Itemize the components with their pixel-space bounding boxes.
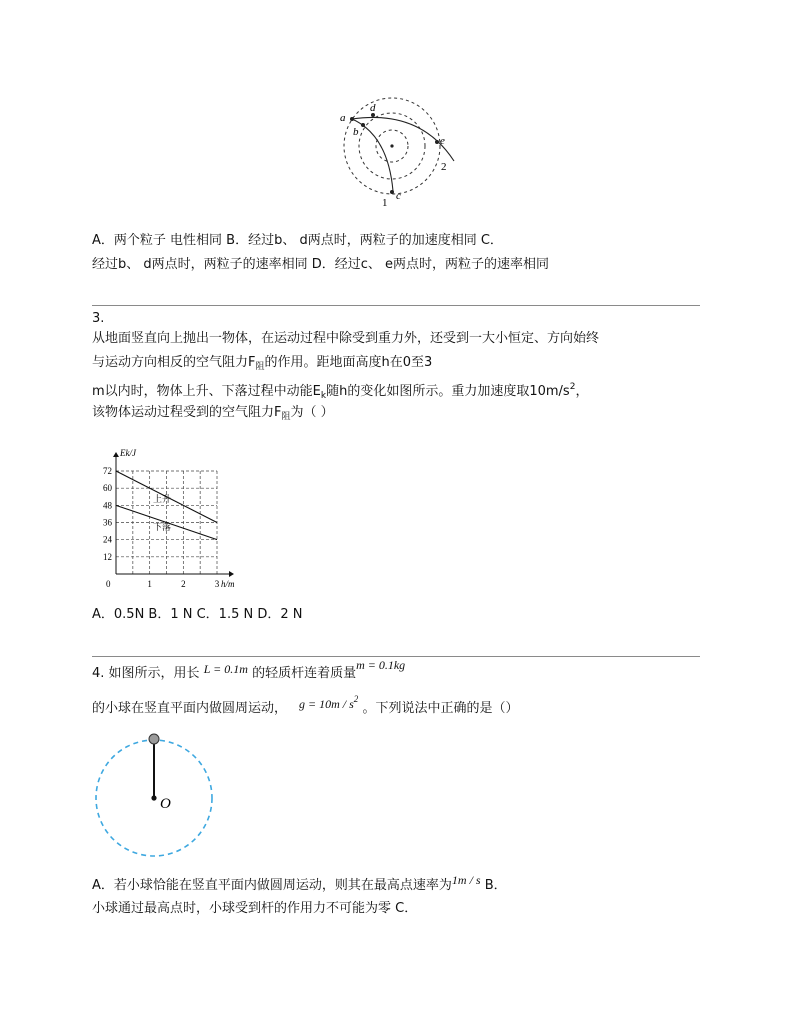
q3-options: A．0.5N B．1 N C．1.5 N D．2 N	[92, 607, 303, 622]
q3-line3	[92, 378, 588, 405]
q3-number: 3.	[92, 311, 105, 326]
divider-1	[92, 305, 700, 306]
y-axis-label: Ek/J	[120, 448, 136, 458]
q2-options-line2: 经过b、 d两点时，两粒子的速率相同 D．经过c、 e两点时，两粒子的速率相同	[92, 257, 550, 272]
q3-line3-b: 随h的变化如图所示。重力加速度取10m/s	[326, 384, 570, 399]
q4-line1	[92, 658, 406, 683]
q2-point-b	[361, 123, 365, 127]
q3-line4-a: 该物体运动过程受到的空气阻力F	[92, 405, 282, 420]
chart-labels	[103, 448, 235, 589]
q4-options-line2: 小球通过最高点时，小球受到杆的作用力不可能为零 C．	[92, 901, 418, 916]
q3-line3-sup: 2	[569, 382, 576, 392]
q2-label-e: e	[440, 135, 445, 147]
x-axis-arrow	[229, 571, 234, 577]
q3-line1: 从地面竖直向上抛出一物体，在运动过程中除受到重力外，还受到一大小恒定、方向始终	[92, 331, 600, 346]
origin-label: 0	[106, 579, 111, 589]
q4-options-line1	[92, 873, 507, 895]
q4-center-point	[151, 795, 156, 800]
q4-g-expr: g = 10m / s	[299, 697, 354, 711]
q2-label-b: b	[353, 126, 359, 138]
q4-line1-a: 4. 如图所示，用长	[92, 666, 200, 681]
q4-line2-b: 。下列说法中正确的是（）	[362, 701, 519, 716]
q4-m-expr: m = 0.1kg	[356, 658, 406, 672]
q4-v-expr: 1m / s	[451, 873, 481, 887]
q3-line3-a: m以内时，物体上升、下落过程中动能E	[92, 384, 321, 399]
q3-line2-a: 与运动方向相反的空气阻力F	[92, 355, 256, 370]
q4-options-line1-a: A．若小球恰能在竖直平面内做圆周运动，则其在最高点速率为	[92, 878, 452, 893]
q2-label-a: a	[340, 112, 346, 124]
q3-line4	[92, 404, 334, 426]
q4-line1-b: 的轻质杆连着质量	[252, 666, 357, 681]
q3-line2-b: 的作用。距地面高度h在0至3	[264, 355, 433, 370]
q2-label-1: 1	[382, 197, 388, 209]
q4-line2	[92, 694, 518, 718]
q3-line3-c: ，	[575, 384, 589, 399]
q3-line4-b: 为（ ）	[290, 405, 334, 420]
q3-line4-sub: 阻	[281, 412, 291, 422]
q2-point-e	[435, 140, 439, 144]
q2-label-c: c	[396, 190, 401, 202]
q2-label-d: d	[370, 102, 376, 114]
q2-circles-figure	[330, 95, 470, 210]
y-tick-24: 24	[103, 534, 112, 545]
y-tick-72: 72	[103, 466, 112, 476]
q2-label-2: 2	[441, 161, 447, 173]
divider-2	[92, 656, 700, 657]
q2-point-c	[390, 190, 394, 194]
x-tick-1: 1	[147, 579, 152, 589]
q4-options-line1-b: B．	[484, 878, 507, 893]
q3-ek-h-chart	[88, 442, 258, 590]
q4-ball	[149, 734, 159, 744]
y-axis-arrow	[113, 452, 119, 457]
q4-L-expr: L = 0.1m	[203, 662, 248, 676]
x-tick-2: 2	[181, 579, 186, 589]
q4-g-sup: 2	[353, 694, 359, 704]
q3-line2-sub: 阻	[255, 362, 265, 372]
x-tick-3: 3	[214, 579, 220, 589]
q4-label-O: O	[160, 796, 171, 812]
y-tick-36: 36	[103, 517, 112, 528]
q4-rod-circle-figure	[90, 728, 220, 868]
series-label-1: 下落	[153, 521, 172, 532]
y-tick-12: 12	[103, 551, 112, 562]
q3-line3-sub: k	[320, 391, 327, 401]
x-axis-label: h/m	[221, 579, 235, 589]
series-label-0: 上升	[153, 493, 172, 504]
q2-options-line1: A．两个粒子 电性相同 B．经过b、 d两点时，两粒子的加速度相同 C．	[92, 233, 503, 248]
q2-center-dot	[390, 144, 393, 147]
y-tick-60: 60	[103, 483, 112, 494]
q2-point-a	[350, 117, 354, 121]
q3-line2	[92, 354, 432, 376]
y-tick-48: 48	[103, 500, 112, 511]
q4-line2-a: 的小球在竖直平面内做圆周运动，	[92, 701, 288, 716]
